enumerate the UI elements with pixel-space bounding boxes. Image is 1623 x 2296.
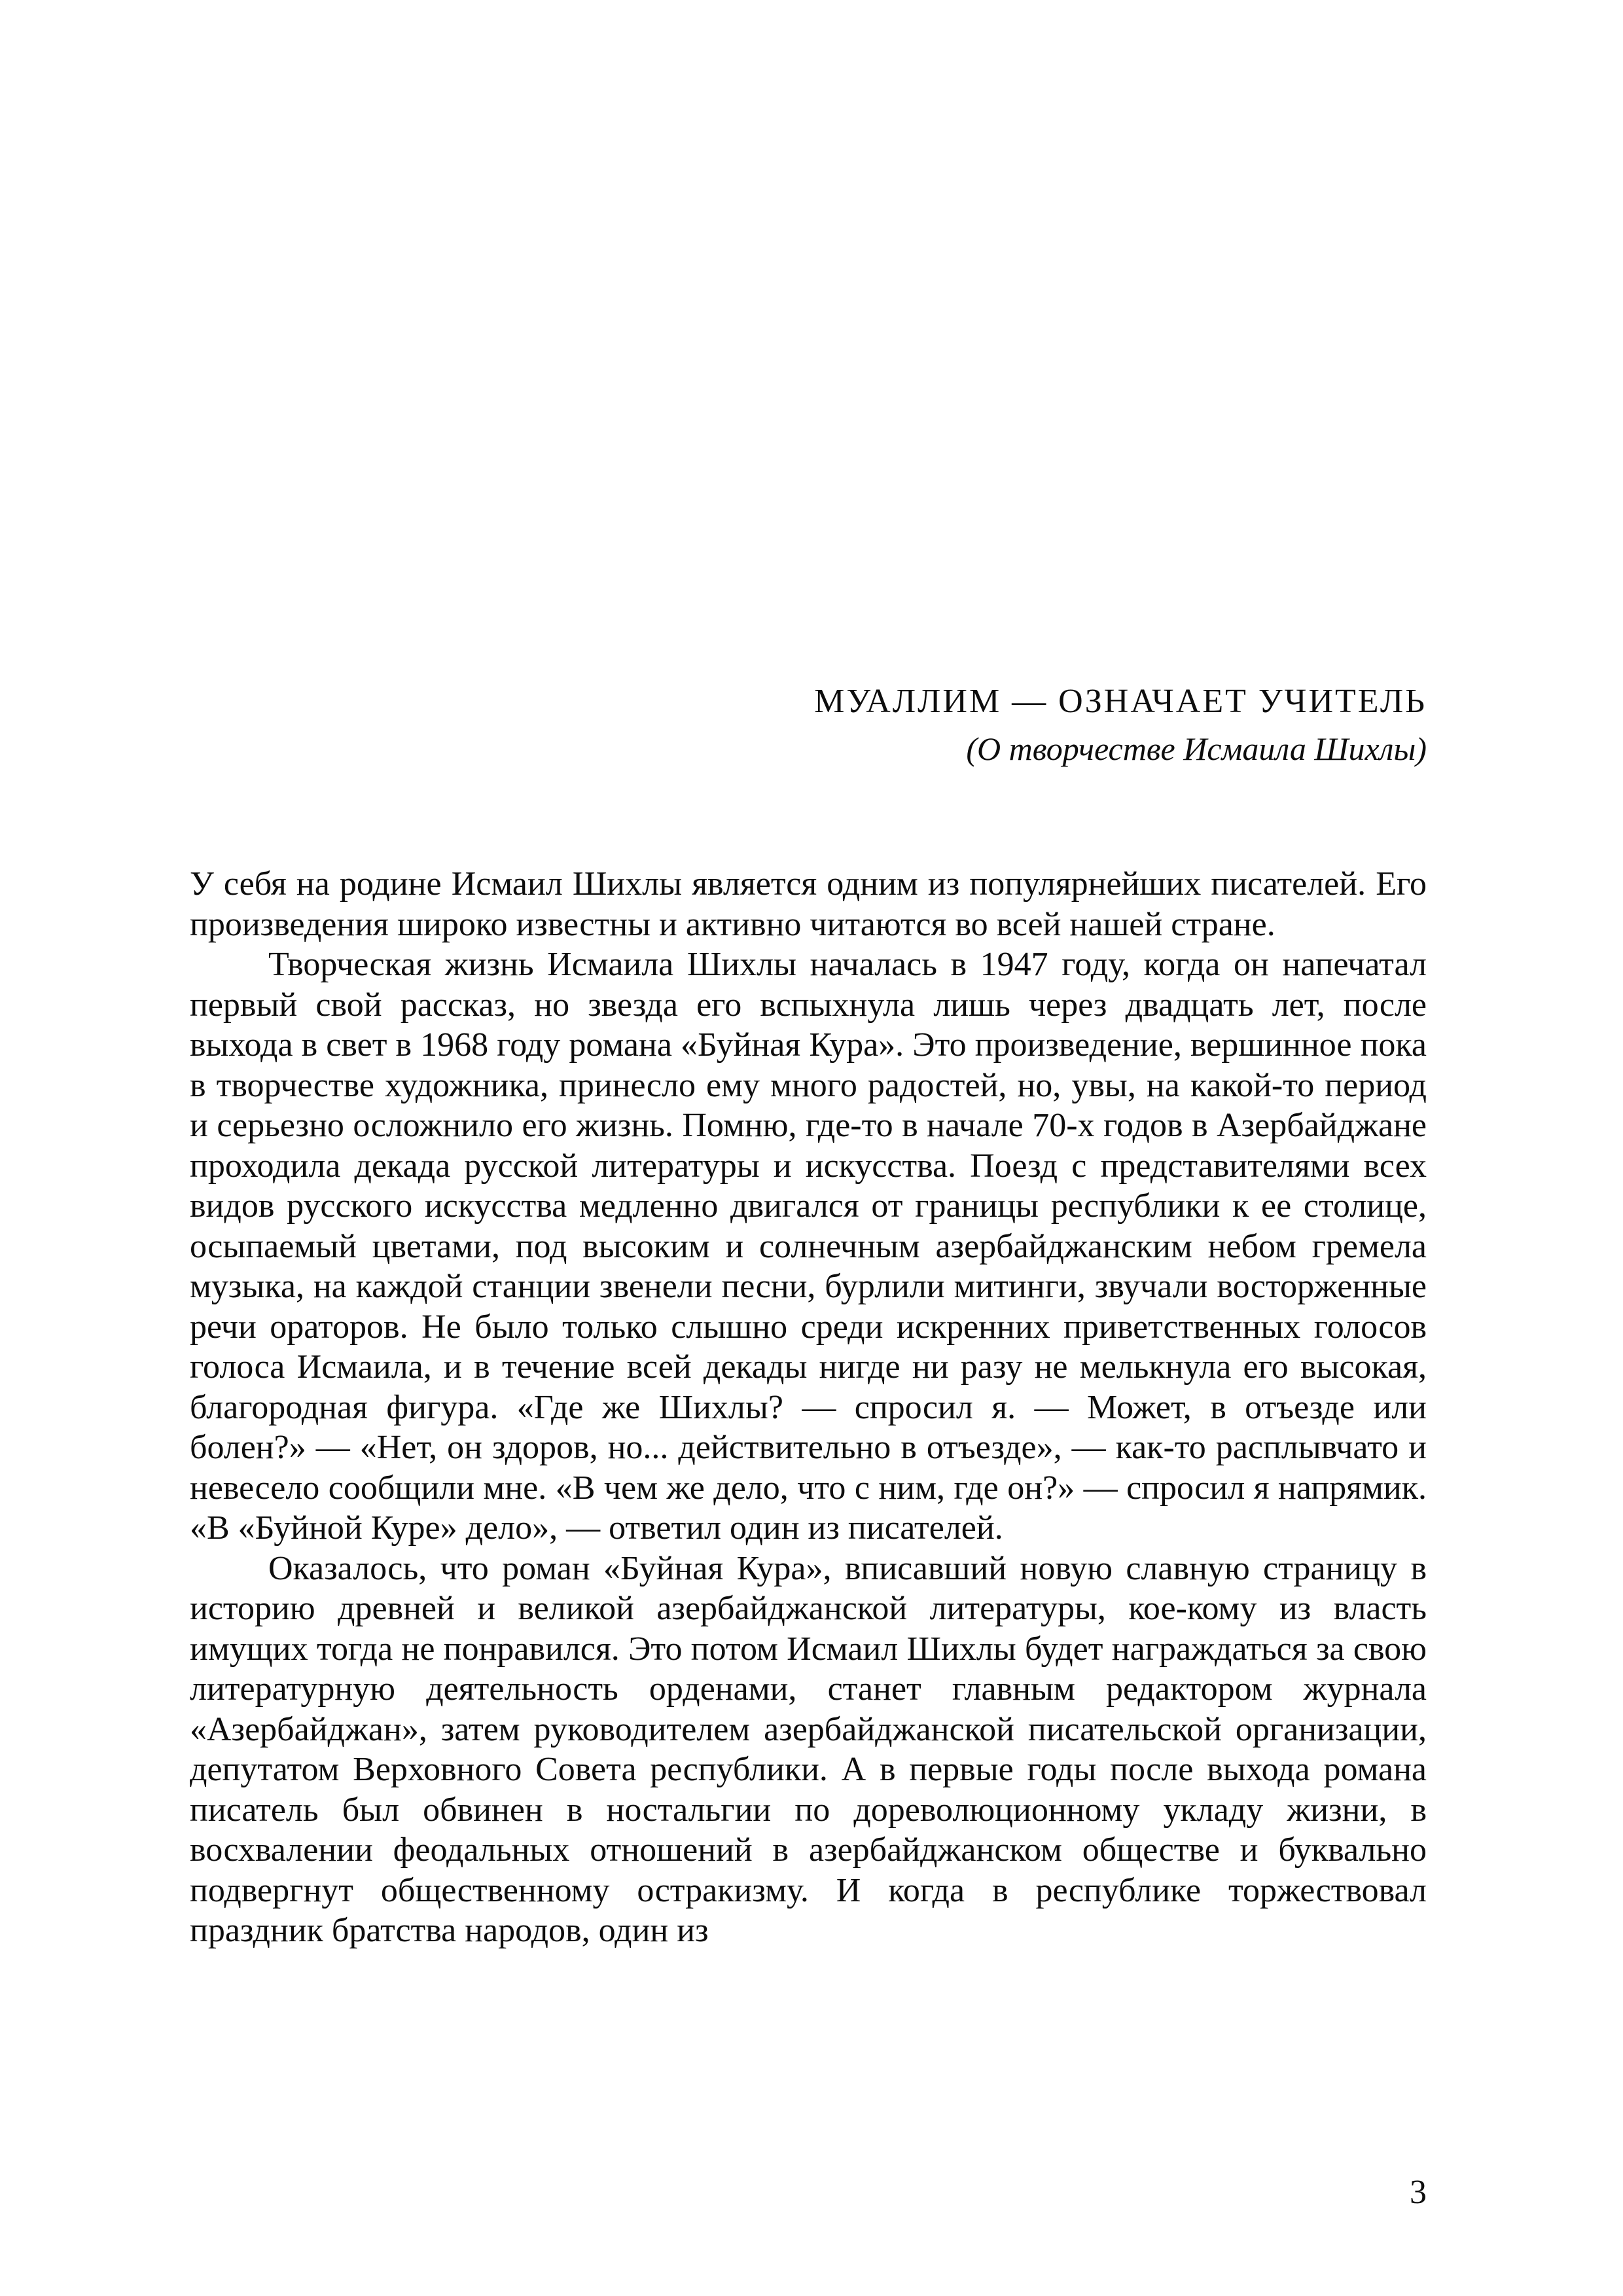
page-number: 3: [1410, 2174, 1427, 2211]
body-text: [190, 864, 1427, 1951]
chapter-title: МУАЛЛИМ — ОЗНАЧАЕТ УЧИТЕЛЬ: [814, 683, 1427, 720]
paragraph-3: Оказалось, что роман «Буйная Кура», вписавший новую славную страницу в историю древней и великой азербайджанской литературы, кое-кому из власть имущих тогда не понравился. Это потом Исмаил Шихлы будет награждаться за свою литературную деятельность орденами, станет главным редактором журнала «Азербайджан», затем руководителем азербайджанской писательской организации, депутатом Верховного Совета республики. А в первые годы после выхода романа писатель был обвинен в ностальгии по дореволюционному укладу жизни, в восхвалении феодальных отношений в азербайджанском обществе и буквально подвергнут общественному остракизму. И когда в республике торжествовал праздник братства народов, один из: [190, 1549, 1427, 1949]
paragraph-1: У себя на родине Исмаил Шихлы является одним из популярнейших писателей. Его произведения широко известны и активно читаются во всей нашей стране.: [190, 865, 1427, 943]
chapter-subtitle: (О творчестве Исмаила Шихлы): [966, 730, 1427, 767]
paragraph-2: Творческая жизнь Исмаила Шихлы началась в 1947 году, когда он напечатал первый свой рассказ, но звезда его вспыхнула лишь через двадцать лет, после выхода в свет в 1968 году романа «Буйная Кура». Это произведение, вершинное пока в творчестве художника, принесло ему много радостей, но, увы, на какой-то период и серьезно осложнило его жизнь. Помню, где-то в начале 70-х годов в Азербайджане проходила декада русской литературы и искусства. Поезд с представителями всех видов русского искусства медленно двигался от границы республики к ее столице, осыпаемый цветами, под высоким и солнечным азербайджанским небом гремела музыка, на каждой станции звенели песни, бурлили митинги, звучали восторженные речи ораторов. Не было только слышно среди искренних приветственных голосов голоса Исмаила, и в течение всей декады нигде ни разу не мелькнула его высокая, благородная фигура. «Где же Шихлы? — спросил я. — Может, в отъезде или болен?» — «Нет, он здоров, но... действительно в отъезде», — как-то расплывчато и невесело сообщили мне. «В чем же дело, что с ним, где он?» — спросил я напрямик. «В «Буйной Куре» дело», — ответил один из писателей.: [190, 946, 1427, 1547]
chapter-heading: [720, 681, 1427, 770]
